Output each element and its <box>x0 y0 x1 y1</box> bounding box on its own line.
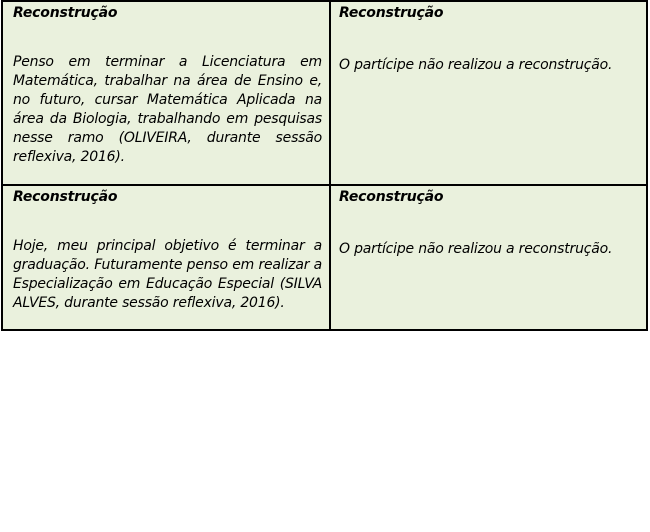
table-cell-row2-right <box>331 186 648 329</box>
table-cell-row1-left <box>3 2 331 186</box>
cell-text: O partícipe não realizou a reconstrução. <box>339 241 613 257</box>
cell-text: Hoje, meu principal objetivo é terminar a graduação. Futuramente penso em realizar a Especialização em Educação Especial (SILVA ALVES, durante sessão reflexiva, 2016). <box>13 238 322 311</box>
reconstruction-table <box>1 0 648 331</box>
table-cell-row1-right <box>331 2 648 186</box>
cell-header: Reconstrução <box>13 189 118 205</box>
table-cell-row2-left <box>3 186 331 329</box>
cell-header: Reconstrução <box>339 5 444 21</box>
cell-header: Reconstrução <box>13 5 118 21</box>
cell-text: O partícipe não realizou a reconstrução. <box>339 57 613 73</box>
cell-header: Reconstrução <box>339 189 444 205</box>
cell-text: Penso em terminar a Licenciatura em Matemática, trabalhar na área de Ensino e, no futuro, cursar Matemática Aplicada na área da Biologia, trabalhando em pesquisas nesse ramo (OLIVEIRA, durante sessão reflexiva, 2016). <box>13 54 322 165</box>
